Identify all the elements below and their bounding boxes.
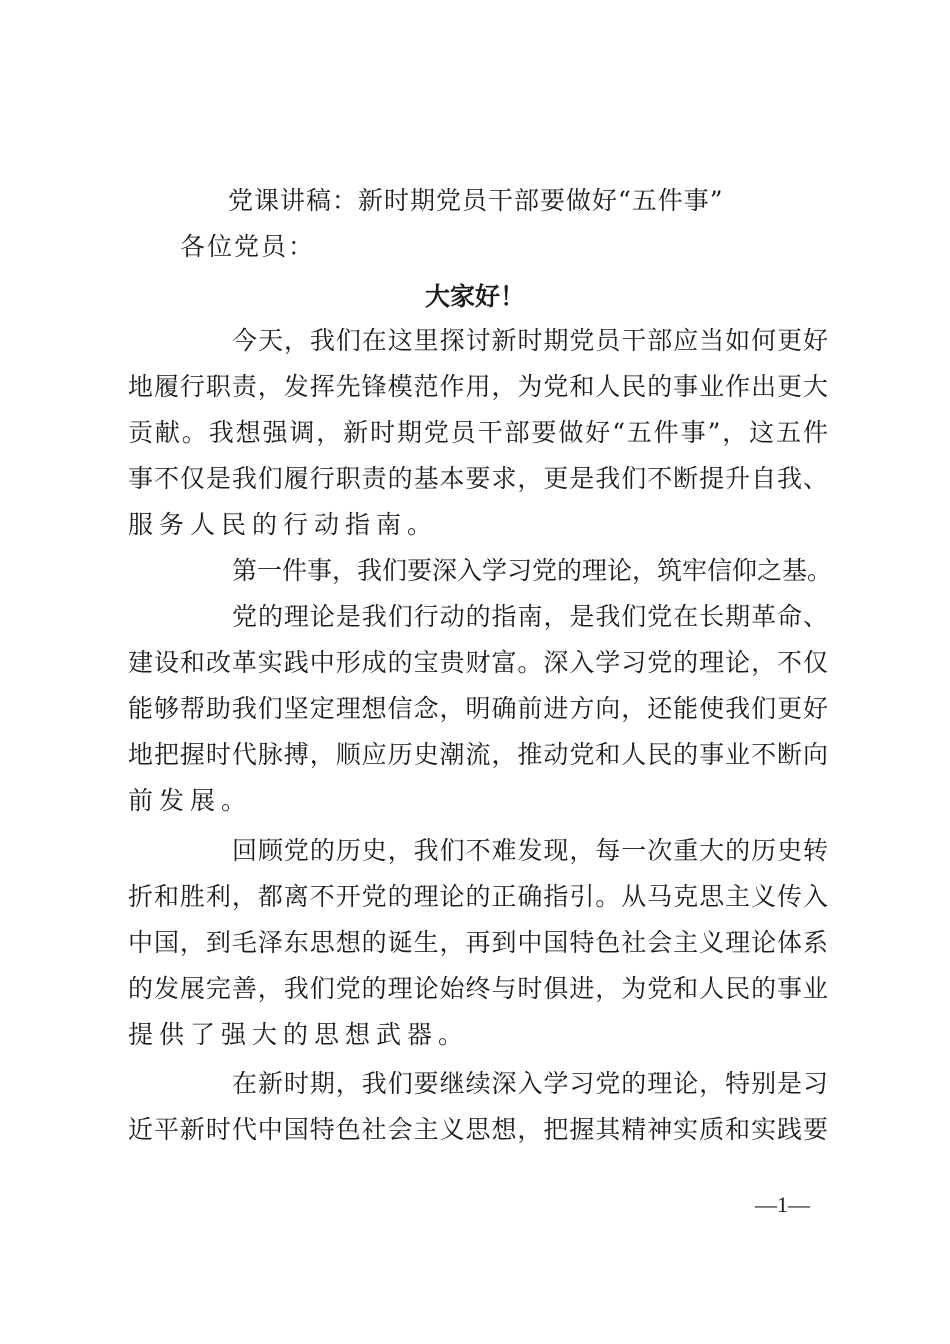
body-line: 贡献。我想强调，新时期党员干部要做好“五件事”，这五件 xyxy=(128,418,828,447)
page-number: —1— xyxy=(755,1192,810,1217)
body-line: 服务人民的行动指南。 xyxy=(128,510,439,539)
body-line: 事不仅是我们履行职责的基本要求，更是我们不断提升自我、 xyxy=(128,464,828,493)
body-line: 地履行职责，发挥先锋模范作用，为党和人民的事业作出更大 xyxy=(128,372,828,401)
body-line: 回顾党的历史，我们不难发现，每一次重大的历史转 xyxy=(232,836,828,865)
section-heading: 第一件事，我们要深入学习党的理论，筑牢信仰之基。 xyxy=(232,556,833,585)
body-line: 建设和改革实践中形成的宝贵财富。深入学习党的理论，不仅 xyxy=(128,648,828,677)
body-line: 中国，到毛泽东思想的诞生，再到中国特色社会主义理论体系 xyxy=(128,928,828,957)
greeting: 大家好！ xyxy=(424,282,525,311)
body-line: 地把握时代脉搏，顺应历史潮流，推动党和人民的事业不断向 xyxy=(128,740,828,769)
body-line: 在新时期，我们要继续深入学习党的理论，特别是习 xyxy=(232,1069,828,1098)
body-line: 前发展。 xyxy=(128,786,253,815)
body-line: 今天，我们在这里探讨新时期党员干部应当如何更好 xyxy=(232,326,828,355)
body-line: 折和胜利，都离不开党的理论的正确指引。从马克思主义传入 xyxy=(128,882,828,911)
body-line: 党的理论是我们行动的指南，是我们党在长期革命、 xyxy=(232,602,828,631)
body-line: 近平新时代中国特色社会主义思想，把握其精神实质和实践要 xyxy=(128,1115,828,1144)
body-line: 能够帮助我们坚定理想信念，明确前进方向，还能使我们更好 xyxy=(128,694,828,723)
body-line: 的发展完善，我们党的理论始终与时俱进，为党和人民的事业 xyxy=(128,974,828,1003)
salutation: 各位党员： xyxy=(180,232,316,261)
document-title: 党课讲稿：新时期党员干部要做好“五件事” xyxy=(228,186,724,215)
body-line: 提供了强大的思想武器。 xyxy=(128,1020,470,1049)
